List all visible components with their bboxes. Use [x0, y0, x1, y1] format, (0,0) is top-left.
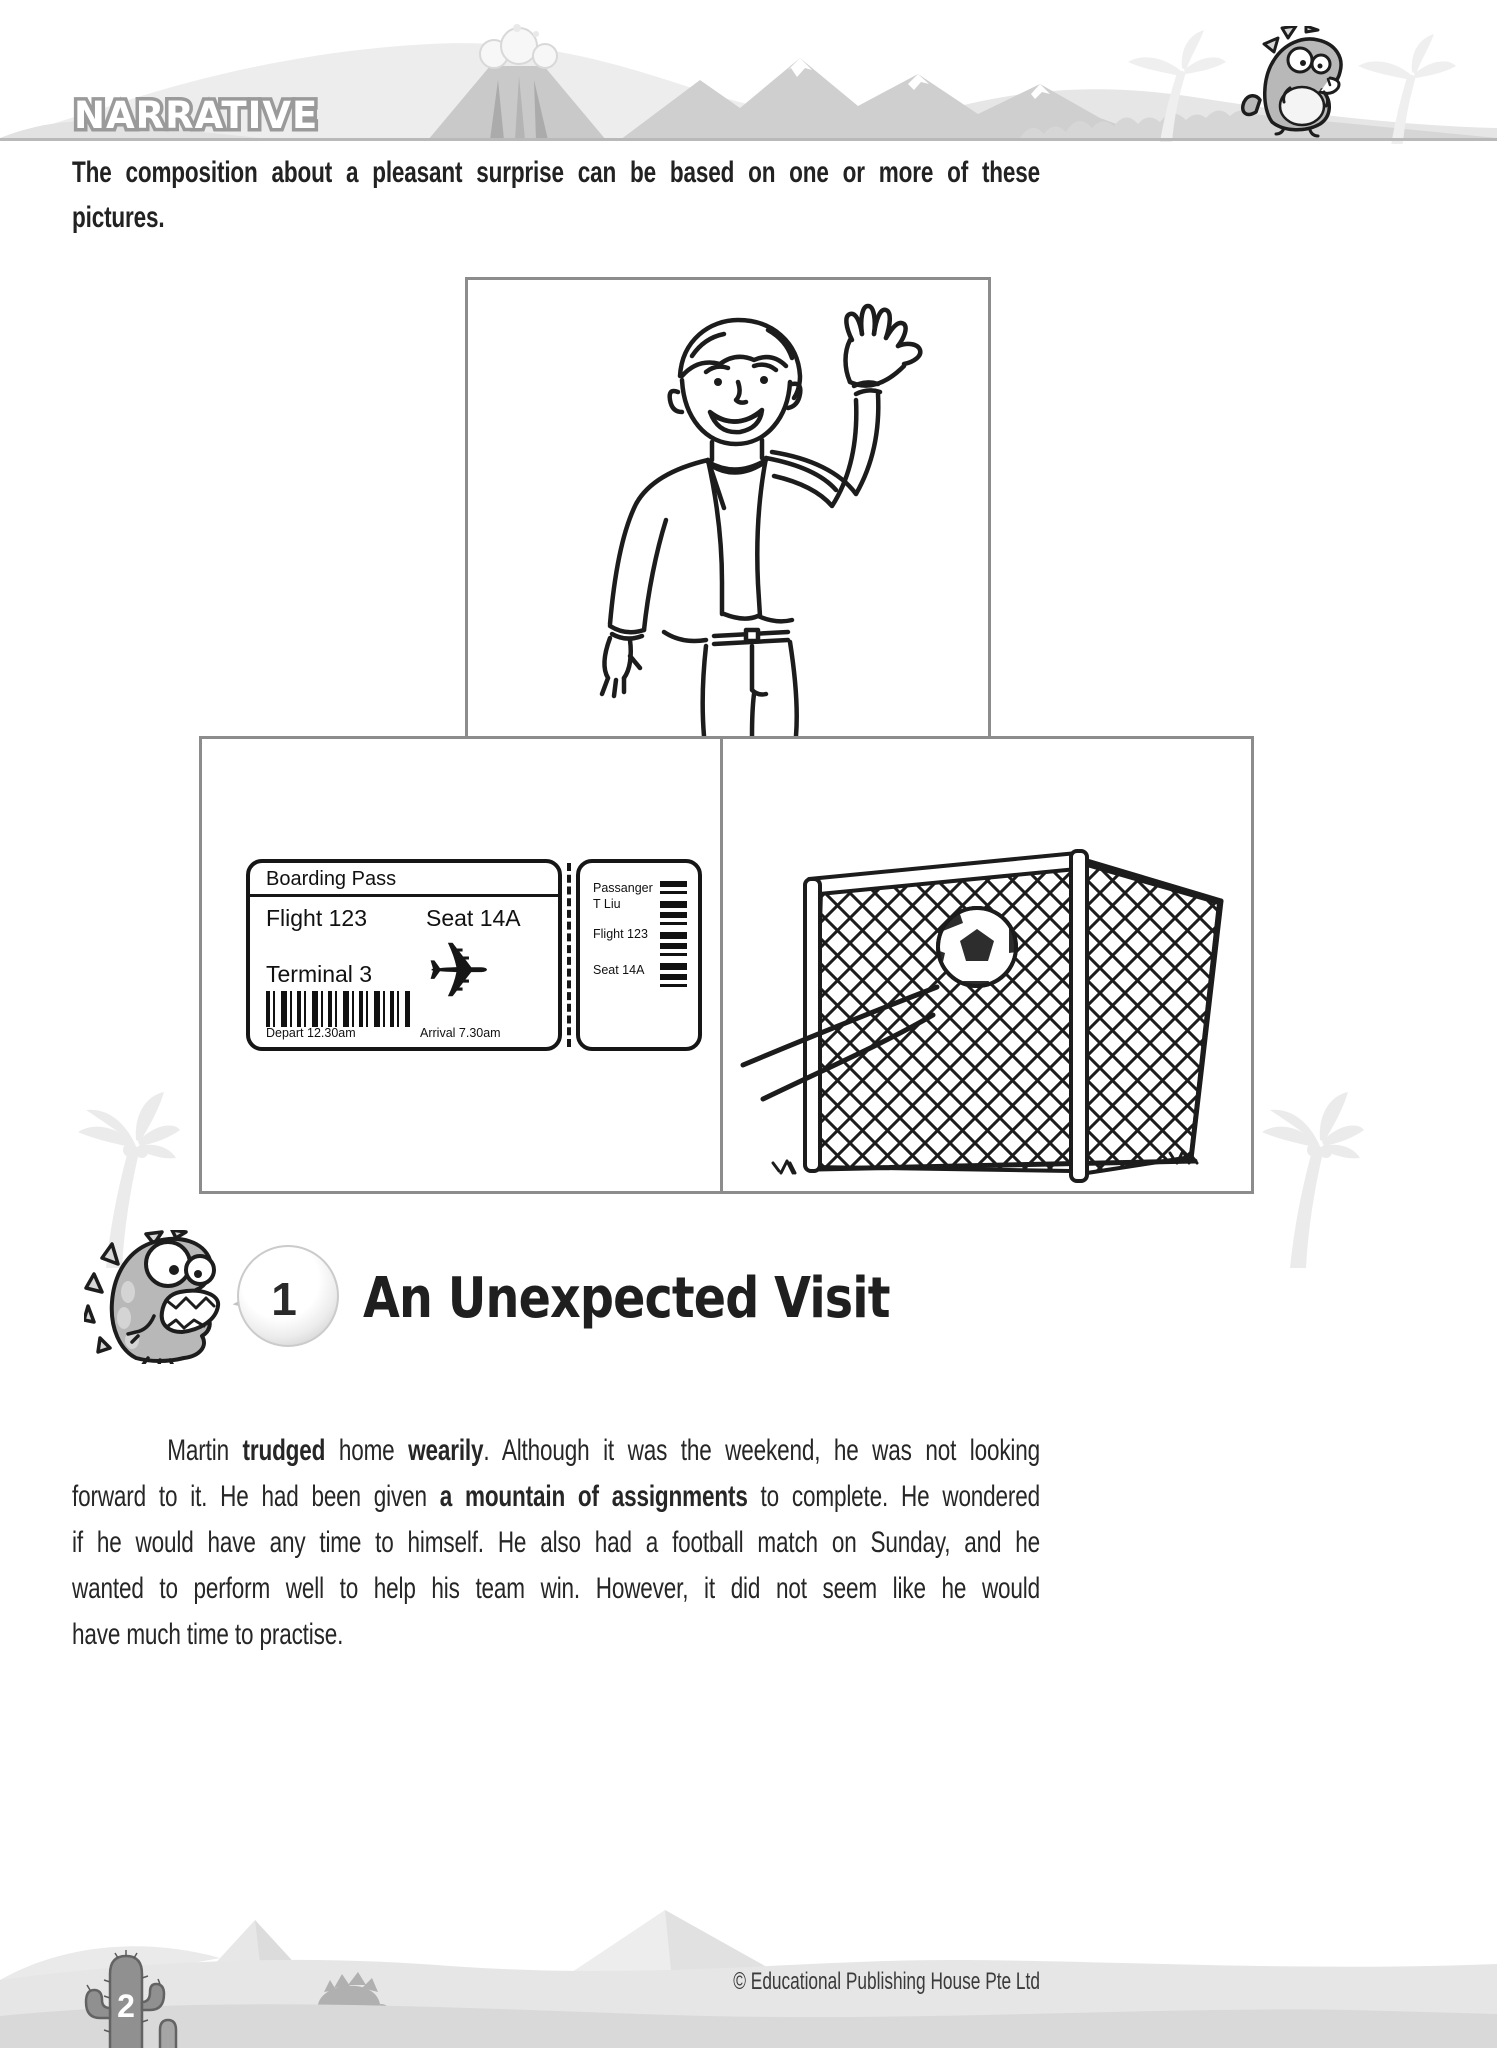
section-number: 1: [271, 1273, 297, 1325]
passenger-name: T Liu: [593, 897, 621, 911]
arrival-time: Arrival 7.30am: [420, 1026, 501, 1040]
dino-mascot-icon: [84, 1230, 226, 1364]
narrative-badge-label: NARRATIVE: [74, 94, 319, 137]
barcode: [660, 881, 687, 993]
paragraph-line: [72, 1428, 1040, 1474]
copyright-notice: [72, 1968, 1040, 1996]
section-title: An Unexpected Visit: [363, 1266, 890, 1331]
page-number: 2: [117, 1988, 135, 2024]
paragraph-text: if he would have any time to himself. He also had a football match on Sunday, and he: [72, 1526, 1041, 1559]
stub-seat-number: Seat 14A: [593, 963, 645, 977]
airplane-icon: ✈: [426, 927, 492, 1017]
copyright-text: © Educational Publishing House Pte Ltd: [733, 1968, 1040, 1995]
paragraph-line: [72, 1566, 1040, 1612]
flight-number: Flight 123: [266, 905, 368, 931]
boarding-pass-main: [246, 859, 562, 1051]
palm-tree-icon: [1250, 1082, 1366, 1268]
terminal: Terminal 3: [266, 961, 373, 987]
perforation-line: [567, 863, 571, 1047]
paragraph-bold-text: a mountain of assignments: [439, 1480, 748, 1513]
paragraph-line: [72, 1520, 1040, 1566]
paragraph-text: Martin: [167, 1434, 243, 1467]
picture-box-man-waving: [465, 277, 991, 739]
paragraph-text: wanted to perform well to help his team win. However, it did not seem like he would: [72, 1572, 1041, 1605]
boarding-pass-illustration: [246, 859, 702, 1051]
intro-line: [72, 150, 1040, 195]
intro-line1-text: The composition about a pleasant surprise can be based on one or more of these: [72, 156, 1041, 189]
picture-box-soccer-goal: [720, 736, 1254, 1194]
passenger-label: Passanger: [593, 881, 653, 895]
paragraph-text: forward to it. He had been given: [72, 1480, 440, 1513]
narrative-badge: [66, 88, 396, 142]
soccer-goal-illustration: [725, 743, 1245, 1183]
paragraph-line: [72, 1474, 1040, 1520]
boarding-pass-title: Boarding Pass: [266, 868, 397, 890]
paragraph-line: [72, 1612, 1040, 1658]
paragraph-text: home: [325, 1434, 409, 1467]
stub-flight-number: Flight 123: [593, 927, 648, 941]
paragraph-text: . Although it was the weekend, he was not looking: [483, 1434, 1041, 1467]
dragon-mascot-icon: [1238, 26, 1353, 138]
paragraph-text: to complete. He wondered: [747, 1480, 1041, 1513]
paragraph-bold-text: wearily: [408, 1434, 484, 1467]
seat-number: Seat 14A: [426, 905, 521, 931]
boarding-pass-stub: [576, 859, 702, 1051]
picture-box-boarding-pass: [199, 736, 726, 1194]
paragraph-text: have much time to practise.: [72, 1618, 344, 1651]
intro-text: [72, 150, 1040, 240]
depart-time: Depart 12.30am: [266, 1026, 356, 1040]
desert-dunes-illustration: [0, 1848, 1497, 2048]
intro-line: [72, 195, 1040, 240]
barcode: [266, 991, 410, 1027]
story-paragraph: [72, 1428, 1040, 1658]
divider: [250, 894, 558, 897]
intro-line2-text: pictures.: [72, 201, 165, 234]
paragraph-bold-text: trudged: [242, 1434, 326, 1467]
man-waving-illustration: [468, 280, 988, 736]
